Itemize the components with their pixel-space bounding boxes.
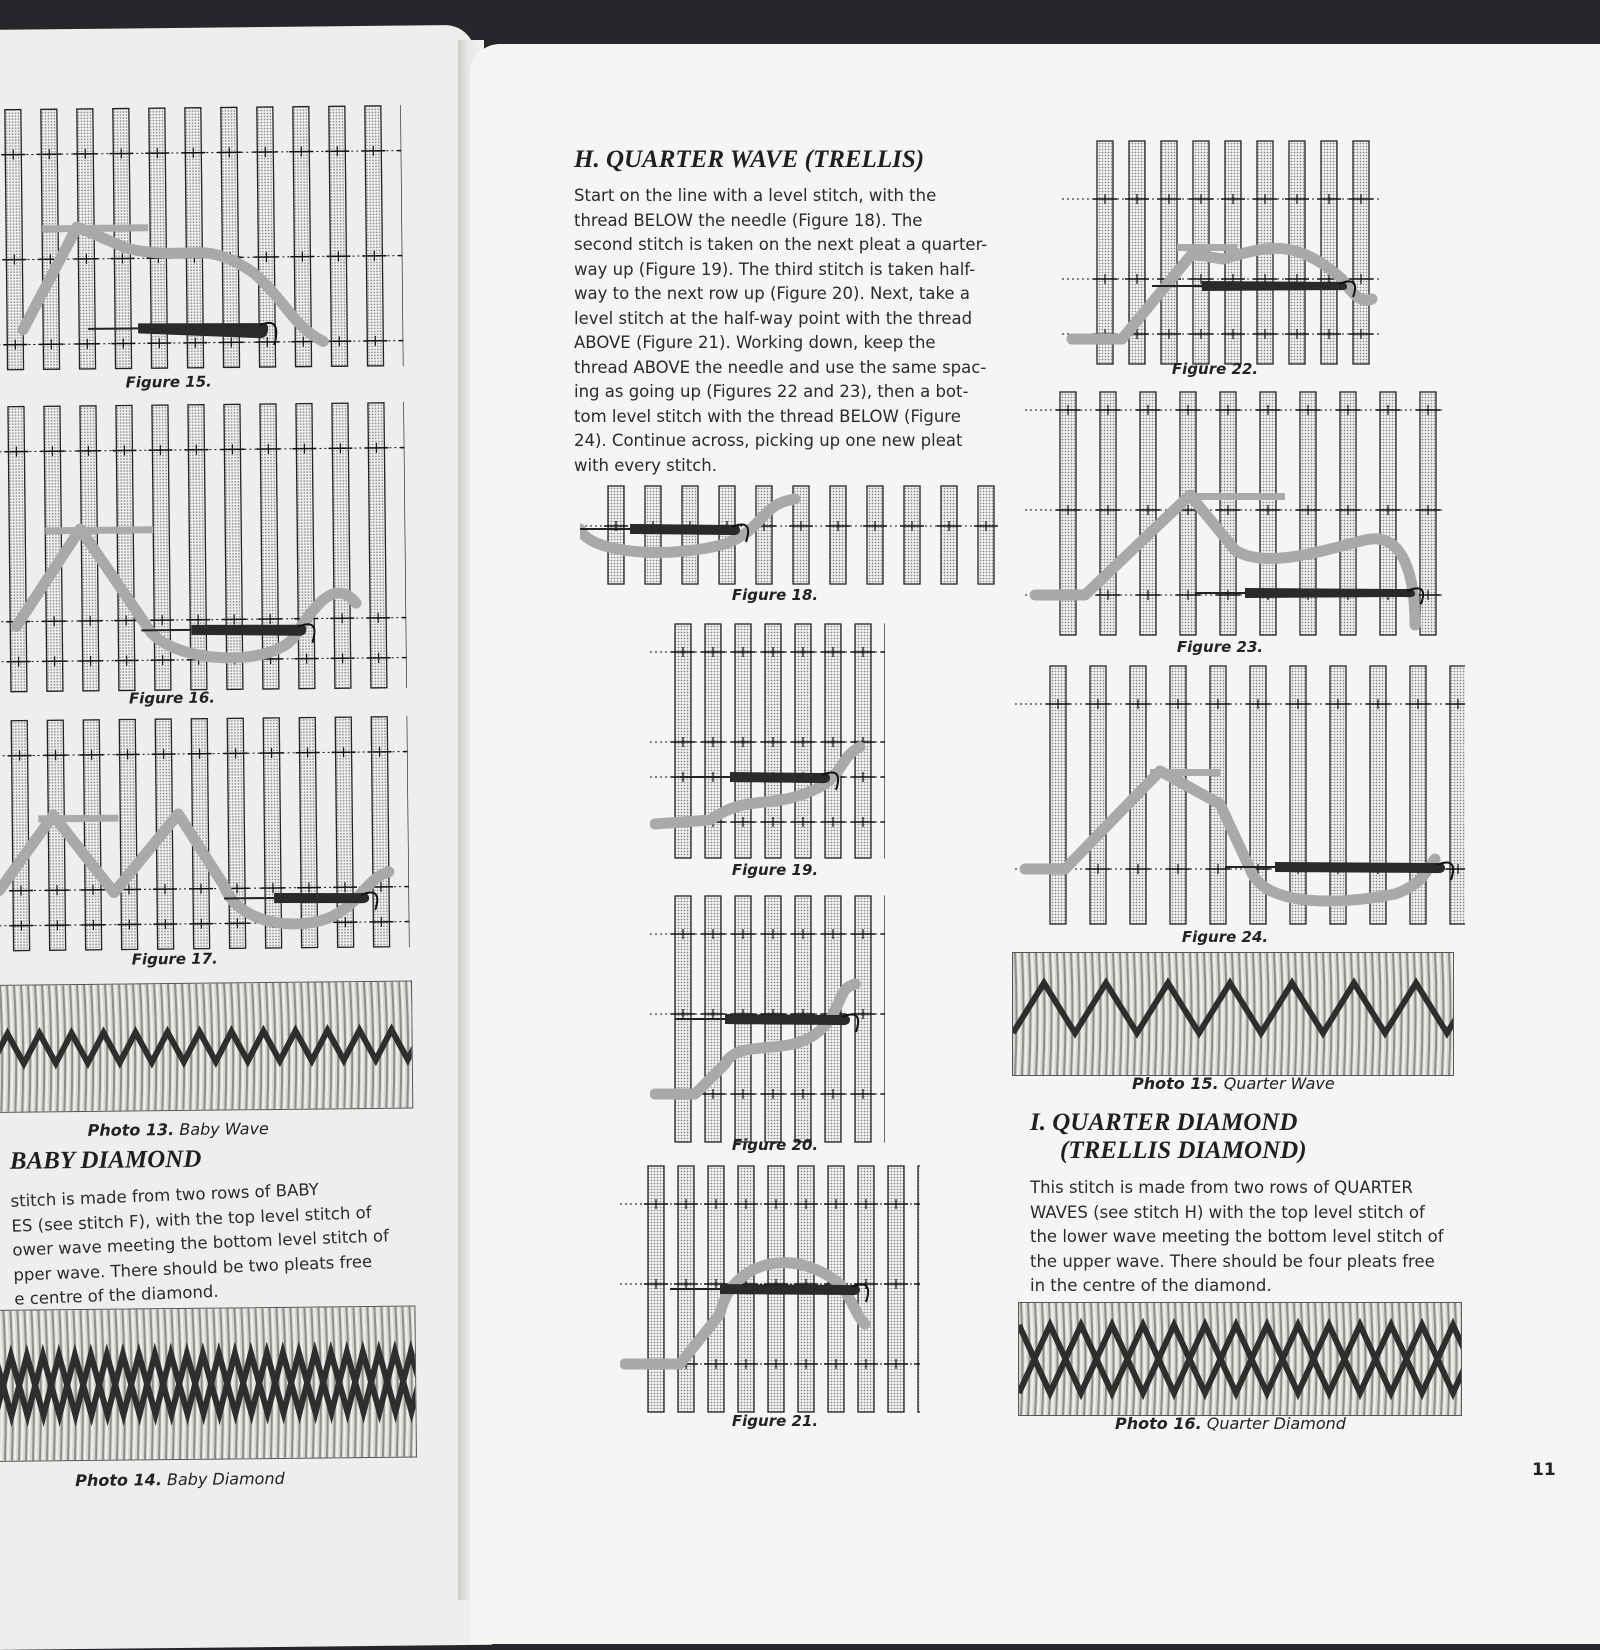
photo-14-image: [0, 1306, 417, 1462]
pleat: [329, 106, 348, 366]
text-line: e centre of the diamond.: [14, 1272, 435, 1313]
photo-13-number: Photo 13.: [87, 1120, 174, 1140]
pleat: [918, 1166, 920, 1412]
figure-24-caption: Figure 24.: [1140, 928, 1310, 946]
text-line: ower wave meeting the bottom level stitch of: [12, 1223, 433, 1264]
figure-17-illustration: [0, 712, 410, 956]
pleat: [404, 402, 407, 687]
photo-15-number: Photo 15.: [1132, 1074, 1219, 1093]
pleat: [296, 404, 315, 689]
text-line: way up (Figure 19). The third stitch is taken half-: [574, 258, 1014, 283]
pleat: [608, 486, 624, 584]
level-stitch: [45, 526, 153, 534]
quarter-diamond-heading-2: (TRELLIS DIAMOND): [1060, 1137, 1307, 1165]
figure-16-caption: Figure 16.: [87, 688, 257, 708]
figure-19-illustration: [650, 622, 885, 862]
pleat: [401, 105, 404, 365]
level-stitch: [1177, 244, 1237, 251]
figure-23-illustration: [1025, 390, 1445, 640]
pleat: [368, 403, 387, 688]
photo-13-title: Baby Wave: [179, 1119, 269, 1139]
baby-diamond-heading: BABY DIAMOND: [10, 1146, 202, 1176]
figure-21-caption: Figure 21.: [690, 1412, 860, 1430]
pleat: [682, 486, 698, 584]
quarter-diamond-heading-1: I. QUARTER DIAMOND: [1030, 1109, 1297, 1137]
text-line: stitch is made from two rows of BABY: [10, 1174, 431, 1215]
photo-16-title: Quarter Diamond: [1207, 1414, 1346, 1433]
pleat: [332, 403, 351, 688]
photo-15-caption: [1132, 1074, 1335, 1093]
figure-19-caption: Figure 19.: [690, 861, 860, 879]
figure-16-illustration: [0, 398, 407, 697]
figure-18-caption: Figure 18.: [690, 586, 860, 604]
figure-18-illustration: [580, 484, 1000, 589]
figure-23-caption: Figure 23.: [1135, 638, 1305, 656]
pleat: [756, 486, 772, 584]
pleat: [830, 486, 846, 584]
text-line: thread ABOVE the needle and use the same spac-: [574, 356, 1014, 381]
level-stitch: [1185, 493, 1285, 500]
photo-16-number: Photo 16.: [1115, 1414, 1202, 1433]
photo-13-image: [0, 981, 413, 1113]
text-line: second stitch is taken on the next pleat a quarter-: [574, 233, 1014, 258]
pleat: [224, 404, 243, 689]
text-line: level stitch at the half-way point with the thread: [574, 307, 1014, 332]
text-line: the lower wave meeting the bottom level stitch of: [1030, 1225, 1490, 1250]
text-line: WAVES (see stitch H) with the top level stitch of: [1030, 1201, 1490, 1226]
quarter-wave-text: [574, 184, 1014, 478]
text-line: 24). Continue across, picking up one new pleat: [574, 429, 1014, 454]
text-line: ES (see stitch F), with the top level stitch of: [11, 1198, 432, 1239]
photo-16-image: [1018, 1302, 1462, 1416]
pleat: [978, 486, 994, 584]
figure-17-caption: Figure 17.: [90, 949, 260, 969]
text-line: ing as going up (Figures 22 and 23), then a bot-: [574, 380, 1014, 405]
figure-21-illustration: [620, 1164, 920, 1414]
photo-15-title: Quarter Wave: [1224, 1074, 1335, 1093]
text-line: pper wave. There should be two pleats free: [13, 1247, 434, 1288]
text-line: the upper wave. There should be four pleats free: [1030, 1250, 1490, 1275]
photo-14-number: Photo 14.: [75, 1470, 162, 1490]
pleat: [8, 407, 27, 692]
left-page: [0, 25, 492, 1650]
right-page: [470, 44, 1600, 1644]
figure-20-caption: Figure 20.: [690, 1136, 860, 1154]
pleat: [41, 109, 60, 369]
figure-15-caption: Figure 15.: [84, 372, 254, 392]
figure-15-illustration: [0, 96, 404, 375]
pleat: [867, 486, 883, 584]
photo-15-image: [1012, 952, 1454, 1076]
figure-20-illustration: [650, 894, 885, 1144]
pleat: [44, 406, 63, 691]
text-line: thread BELOW the needle (Figure 18). The: [574, 209, 1014, 234]
text-line: way to the next row up (Figure 20). Next, take a: [574, 282, 1014, 307]
text-line: tom level stitch with the thread BELOW (Figure: [574, 405, 1014, 430]
photo-16-caption: [1115, 1414, 1346, 1433]
text-line: with every stitch.: [574, 454, 1014, 479]
pleat: [365, 106, 384, 366]
quarter-diamond-text: [1030, 1176, 1490, 1299]
level-stitch: [42, 224, 148, 232]
level-stitch: [38, 815, 118, 823]
pleat: [188, 405, 207, 690]
text-line: This stitch is made from two rows of QUARTER: [1030, 1176, 1490, 1201]
pleat: [116, 405, 135, 690]
text-line: ABOVE (Figure 21). Working down, keep the: [574, 331, 1014, 356]
photo-13-caption: [87, 1119, 269, 1140]
text-line: in the centre of the diamond.: [1030, 1274, 1490, 1299]
photo-14-title: Baby Diamond: [167, 1469, 285, 1489]
figure-22-caption: Figure 22.: [1130, 360, 1300, 378]
level-stitch: [1150, 769, 1220, 776]
text-line: Start on the line with a level stitch, with the: [574, 184, 1014, 209]
figure-24-illustration: [1015, 664, 1465, 929]
pleat: [904, 486, 920, 584]
figure-22-illustration: [1062, 139, 1382, 369]
page-number: 11: [1532, 1460, 1556, 1480]
photo-14-caption: [75, 1469, 285, 1490]
pleat: [645, 486, 661, 584]
baby-diamond-text: [10, 1174, 434, 1313]
pleat: [941, 486, 957, 584]
quarter-wave-heading: H. QUARTER WAVE (TRELLIS): [574, 146, 924, 174]
